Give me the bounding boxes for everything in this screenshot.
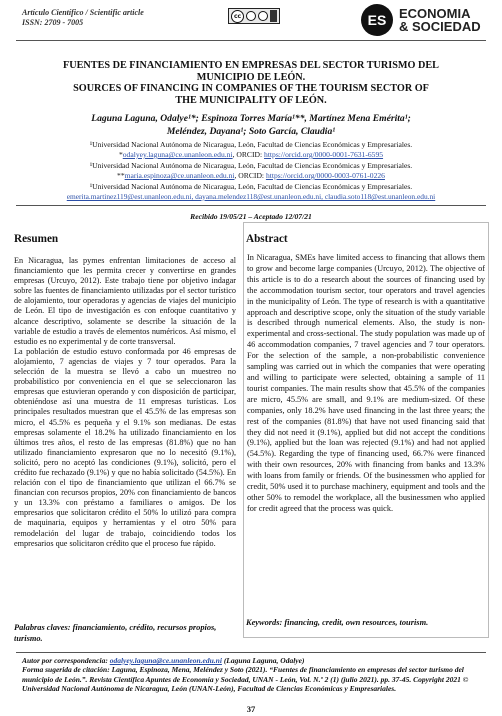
affiliation-3: ¹Universidad Nacional Autónoma de Nicaragua, León, Facultad de Ciencias Económicas y Empresariales. bbox=[89, 182, 413, 191]
resumen-paragraph-1: En Nicaragua, las pymes enfrentan limitaciones de acceso al financiamiento que les permita crecer y convertirse en grandes empresas (Urcuyo, 2012). Este trabajo tiene por objetivo indagar sobre las fuentes de financiamiento utilizadas por el sector turístico de alojamiento, tour operadoras y agencias de viajes del municipio de León. El tipo de investigación es con enfoque cuantitativo y alcance descriptivo, solamente se describe la situación de la variable de estudio a través de elementos numéricos. Así mismo, el estudio es no experimental y de corte transversal. bbox=[14, 256, 236, 346]
title-es-line2: MUNICIPIO DE LEÓN. bbox=[196, 71, 306, 83]
orcid-link[interactable]: https://orcid.org/0000-0001-7631-6595 bbox=[264, 150, 384, 159]
affiliation-divider bbox=[16, 205, 486, 206]
journal-logo bbox=[361, 4, 481, 36]
email-link[interactable]: maria.espinoza@ce.unanleon.edu.ni bbox=[124, 171, 235, 180]
cc-license-badge[interactable] bbox=[228, 8, 280, 24]
authors-line2: Meléndez, Dayana¹; Soto García, Claudia¹ bbox=[166, 126, 336, 137]
authors-line1: Laguna Laguna, Odalye¹*; Espinoza Torres María¹**, Martínez Mena Emérita¹; bbox=[91, 113, 411, 124]
abstract-heading: Abstract bbox=[246, 233, 288, 245]
article-type: Artículo Científico / Scientific article bbox=[22, 8, 144, 17]
article-title bbox=[24, 60, 478, 106]
title-en-line1: SOURCES OF FINANCING IN COMPANIES OF THE TOURISM SECTOR OF bbox=[73, 83, 429, 94]
corresponding-author: Autor por correspondencia: odalyey.laguna@ce.unanleon.edu.ni (Laguna Laguna, Odalye) bbox=[22, 656, 305, 665]
corresponding-email-link[interactable]: odalyey.laguna@ce.unanleon.edu.ni bbox=[109, 656, 222, 665]
resumen-body bbox=[14, 256, 236, 549]
orcid-link[interactable]: https://orcid.org/0000-0003-0761-0226 bbox=[265, 171, 385, 180]
issn: ISSN: 2709 - 7005 bbox=[22, 18, 84, 27]
affiliation-3-contact bbox=[0, 192, 502, 202]
affiliation-1: ¹Universidad Nacional Autónoma de Nicaragua, León, Facultad de Ciencias Económicas y Empresariales. bbox=[89, 140, 413, 149]
affiliation-2: ¹Universidad Nacional Autónoma de Nicaragua, León, Facultad de Ciencias Económicas y Empresariales. bbox=[89, 161, 413, 170]
license-bar bbox=[270, 10, 277, 22]
affiliation-1-contact: *odalyey.laguna@ce.unanleon.edu.ni, ORCID: https://orcid.org/0000-0001-7631-6595 bbox=[118, 150, 384, 159]
title-en-line2: THE MUNICIPALITY OF LEÓN. bbox=[175, 94, 327, 106]
affiliation-2-contact: **maria.espinoza@ce.unanleon.edu.ni, ORCID: https://orcid.org/0000-0003-0761-0226 bbox=[117, 171, 385, 180]
page-number: 37 bbox=[246, 704, 256, 714]
footer-divider bbox=[16, 652, 486, 653]
title-es-line1: FUENTES DE FINANCIAMIENTO EN EMPRESAS DEL SECTOR TURISMO DEL bbox=[63, 60, 439, 71]
journal-header bbox=[22, 8, 144, 28]
noncommercial-icon bbox=[258, 11, 268, 21]
attribution-icon bbox=[246, 11, 256, 21]
creative-commons-icon: cc bbox=[231, 10, 244, 23]
email-link[interactable]: odalyey.laguna@ce.unanleon.edu.ni bbox=[122, 150, 233, 159]
abstract-keywords: Keywords: financing, credit, own resources, tourism. bbox=[246, 618, 429, 627]
email-link[interactable]: emerita.martinez119@est.unanleon.edu.ni, dayana.melendez118@est.unanleon.edu.ni, claudia.soto118@est.unanleon.edu.ni bbox=[66, 192, 436, 201]
author-list bbox=[24, 112, 478, 138]
abstract-body: In Nicaragua, SMEs have limited access to financing that allows them to grow and become large companies (Urcuyo, 2012). The objective of this article is to do a research about the sources of financing used by the accommodation tourism sector, tour operators and travel agencies in the municipality of León. The type of research is with a quantitative approach and descriptive scope, only the situation of the study variable is described through numerical elements. Also, the study is non-experimental and cross-sectional. The study population was made up of 46 accommodation companies, 7 travel agencies and 7 tour operators. For the selection of the sample, a non-probabilistic convenience sampling was carried out in which the companies that were operating and willing to participate were selected, obtaining a sample of 11 tourist companies. The main results show that 45.5% of the companies are micro, 45.5% are small, and 9.1% are medium-sized. Of these companies, only 18.2% have used financing in the last three years; the rest of the companies (81.8%) that have not used financing said that they did not need it (9.1%), applied but did not accept the conditions (9.1%), applied but the loan was rejected (9.1%) and had not applied (54.5%). Regarding the type of financing used, 66.7% were financed with their own resources, 20% with financing from banks and 13.3% with loans from family or friends. Of the businessmen who applied for credit, 50% used it to purchase machinery, equipment and tools and the other 50% to remodel the workplace, all the businessmen who applied for credit agreed that the process was quick. bbox=[247, 253, 485, 513]
resumen-heading: Resumen bbox=[14, 233, 59, 245]
citation-note: Forma sugerida de citación: Laguna, Espinoza, Mena, Meléndez y Soto (2021). “Fuentes de financiamiento en empresas del sector turismo del municipio de León.”. Revista Científica Apuntes de Economía y Sociedad, UNAN - León, Vol. N.º 2 (1) (julio 2021). pp. 37-45. Copyright 2021 © Universidad Nacional Autónoma de Nicaragua, León (UNAN-León), Facultad de Ciencias Económicas y Empresariales. bbox=[22, 665, 469, 694]
journal-logo-icon: ES bbox=[361, 4, 393, 36]
received-accepted-dates: Recibido 19/05/21 – Aceptado 12/07/21 bbox=[190, 212, 312, 221]
resumen-keywords: Palabras claves: financiamiento, crédito, recursos propios, turismo. bbox=[14, 623, 217, 643]
footer-notes bbox=[22, 656, 480, 694]
header-divider bbox=[16, 40, 486, 41]
journal-logo-text: ECONOMIA & SOCIEDAD bbox=[399, 6, 481, 34]
resumen-paragraph-2: La población de estudio estuvo conformada por 46 empresas de alojamiento, 7 agencias de viajes y 7 tour operados. Para la selección de la muestra se llevó a cabo un muestreo no probabilístico por conveniencia en el que se seleccionaron las empresas que estuvieran operando y con disposición de participar, obteniéndose así una muestra de 11 empresas turísticas. Los principales resultados muestran que el 45.5% de las empresas son micro, el 45.5% es pequeña y el 9.1% son medianas. De estas empresas solamente el 18.2% ha utilizado financiamiento en los últimos tres años, el resto de las empresas (81.8%) que no han utilizado financiamiento expresaron que no lo necesitó (9.1%), solicitó, pero no aceptó las condiciones (9.1%), solicitó, pero el crédito fue rechazado (9.1%) y que no había solicitado (54.5%). En relación con el tipo de financiamiento que utilizan el 66.7% se financian con recursos propios, 20% con financiamiento de bancos y un 13.3% con préstamo a familiares o amigos. De los empresarios que solicitaron crédito el 50% lo utilizó para compra de maquinaria, equipos y herramientas y el otro 50% para remodelación del lugar de trabajo, coincidiendo todos los empresarios que solicitaron crédito que el proceso fue rápido. bbox=[14, 346, 236, 548]
